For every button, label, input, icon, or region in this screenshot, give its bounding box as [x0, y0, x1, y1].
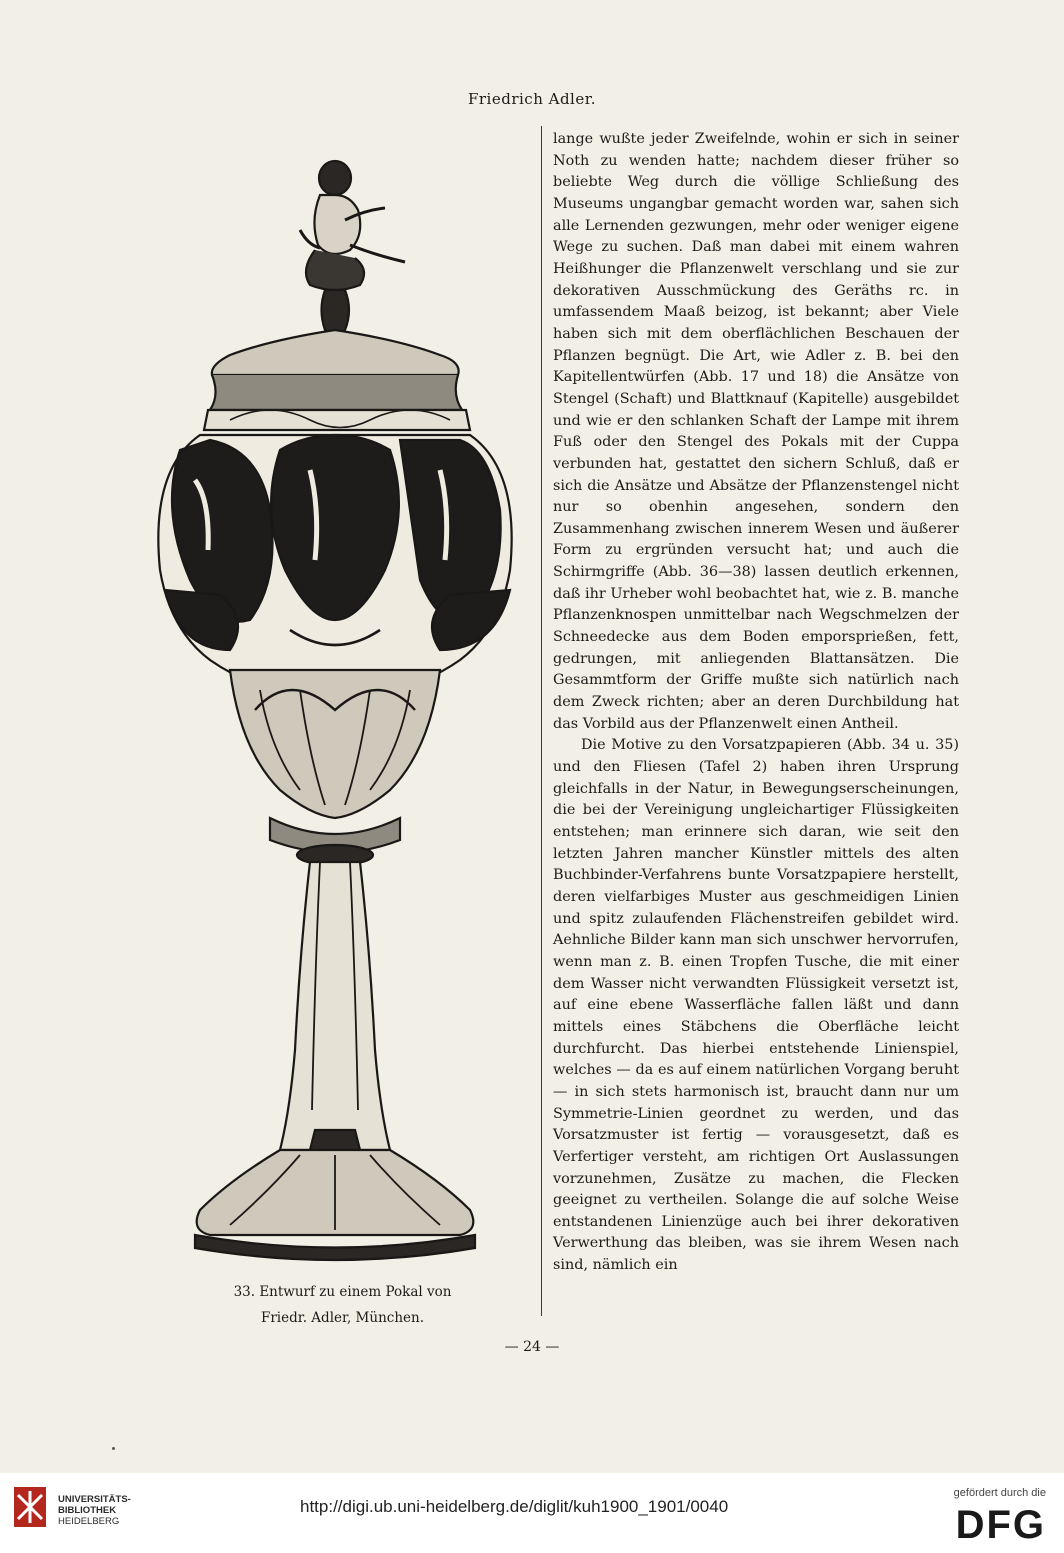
goblet-bowl — [158, 435, 511, 700]
column-rule — [541, 126, 542, 1316]
university-library-logo-icon — [12, 1485, 48, 1529]
goblet-foot — [195, 1150, 475, 1260]
body-paragraph-1: lange wußte jeder Zweifelnde, wohin er sich in seiner Noth zu wenden hatte; nachdem dieser früher so beliebte Weg durch die völlige Schließung des Museums ungangbar gemacht worden war, sahen sich alle Lernenden gezwungen, mehr oder weniger eigene Wege zu suchen. Daß man dabei mit einem wahren Heißhunger die Pflanzenwelt verschlang und sie zur dekorativen Ausschmückung des Geräths rc. in umfassendem Maaß beizog, ist bekannt; aber Viele haben sich mit dem oberflächlichen Beschauen der Pflanzen begnügt. Die Art, wie Adler z. B. bei den Kapitellentwürfen (Abb. 17 und 18) die Ansätze von Stengel (Schaft) und Blattknauf (Kapitelle) ausgebildet und wie er den schlanken Schaft der Lampe mit ihrem Fuß oder den Stengel des Pokals mit der Cuppa verbunden hat, gestattet den sichern Schluß, daß er sich die Ansätze und Absätze der Pflanzenstengel nicht nur so obenhin angesehen, sondern den Zusammenhang zwischen innerem Wesen und äußerer Form zu ergründen versucht hat; und auch die Schirmgriffe (Abb. 36—38) lassen deutlich erkennen, daß ihr Urheber wohl beobachtet hat, wie z. B. manche Pflanzenknospen unmittelbar nach Wegschmelzen der Schneedecke aus dem Boden emporsprießen, fett, gedrungen, mit anliegenden Blattansätzen. Die Gesammtform der Griffe mußte sich natürlich nach dem Zweck richten; aber an deren Durchbildung hat das Vorbild aus der Pflanzenwelt einen Antheil. — [553, 131, 959, 732]
permalink-url[interactable]: http://digi.ub.uni-heidelberg.de/diglit/kuh1900_1901/0040 — [300, 1497, 729, 1516]
caption-line-1: 33. Entwurf zu einem Pokal von — [233, 1284, 452, 1300]
text-column — [553, 129, 959, 1277]
goblet-illustration — [150, 150, 530, 1275]
goblet-drawing — [150, 150, 530, 1275]
putto-finial — [300, 161, 405, 290]
goblet-stem — [280, 862, 390, 1150]
dfg-logo: DFG — [955, 1503, 1046, 1547]
paper-speck — [112, 1447, 115, 1450]
library-name — [58, 1494, 131, 1527]
funding-label: gefördert durch die — [953, 1487, 1046, 1499]
library-line-1: UNIVERSITÄTS- — [58, 1494, 131, 1505]
goblet-calyx — [230, 670, 440, 865]
goblet-lid — [204, 290, 470, 430]
digitization-footer — [0, 1473, 1064, 1553]
library-line-2: BIBLIOTHEK — [58, 1505, 117, 1516]
caption-line-2: Friedr. Adler, München. — [260, 1310, 424, 1326]
running-head: Friedrich Adler. — [467, 90, 597, 108]
page-number: — 24 — — [504, 1339, 560, 1355]
figure-caption — [180, 1279, 505, 1331]
body-paragraph-2: Die Motive zu den Vorsatzpapieren (Abb. 34 u. 35) und den Fliesen (Tafel 2) haben ihren Ursprung gleichfalls in der Natur, in Bewegungserscheinungen, die bei der Vereinigung ungleichartiger Flüssigkeiten entstehen; man erinnere sich daran, wie seit den letzten Jahren mancher Künstler mittels des alten Buchbinder-Verfahrens bunte Vorsatzpapiere herstellt, deren vielfarbiges Muster aus geschmeidigen Linien und spitz zulaufenden Flächenstreifen gebildet wird. Aehnliche Bilder kann man sich unschwer hervorrufen, wenn man z. B. einen Tropfen Tusche, die mit einer dem Wasser nicht verwandten Flüssigkeit versetzt ist, auf eine ebene Wasserfläche fallen läßt und dann mittels eines Stäbchens die Oberfläche leicht durchfurcht. Das hierbei entstehende Linienspiel, welches — da es auf einem natürlichen Vorgang beruht — in sich stets harmonisch ist, braucht dann nur um Symmetrie-Linien geordnet zu werden, und das Vorsatzmuster ist fertig — vorausgesetzt, daß es Verfertiger versteht, am richtigen Ort Auslassungen vorzunehmen, Zusätze zu machen, die Flecken geeignet zu vertheilen. Solange die auf solche Weise entstandenen Linienzüge auch bei ihrer dekorativen Verwerthung das bleiben, was sie ihrem Wesen nach sind, nämlich ein — [553, 737, 959, 1274]
library-line-3: HEIDELBERG — [58, 1516, 120, 1527]
